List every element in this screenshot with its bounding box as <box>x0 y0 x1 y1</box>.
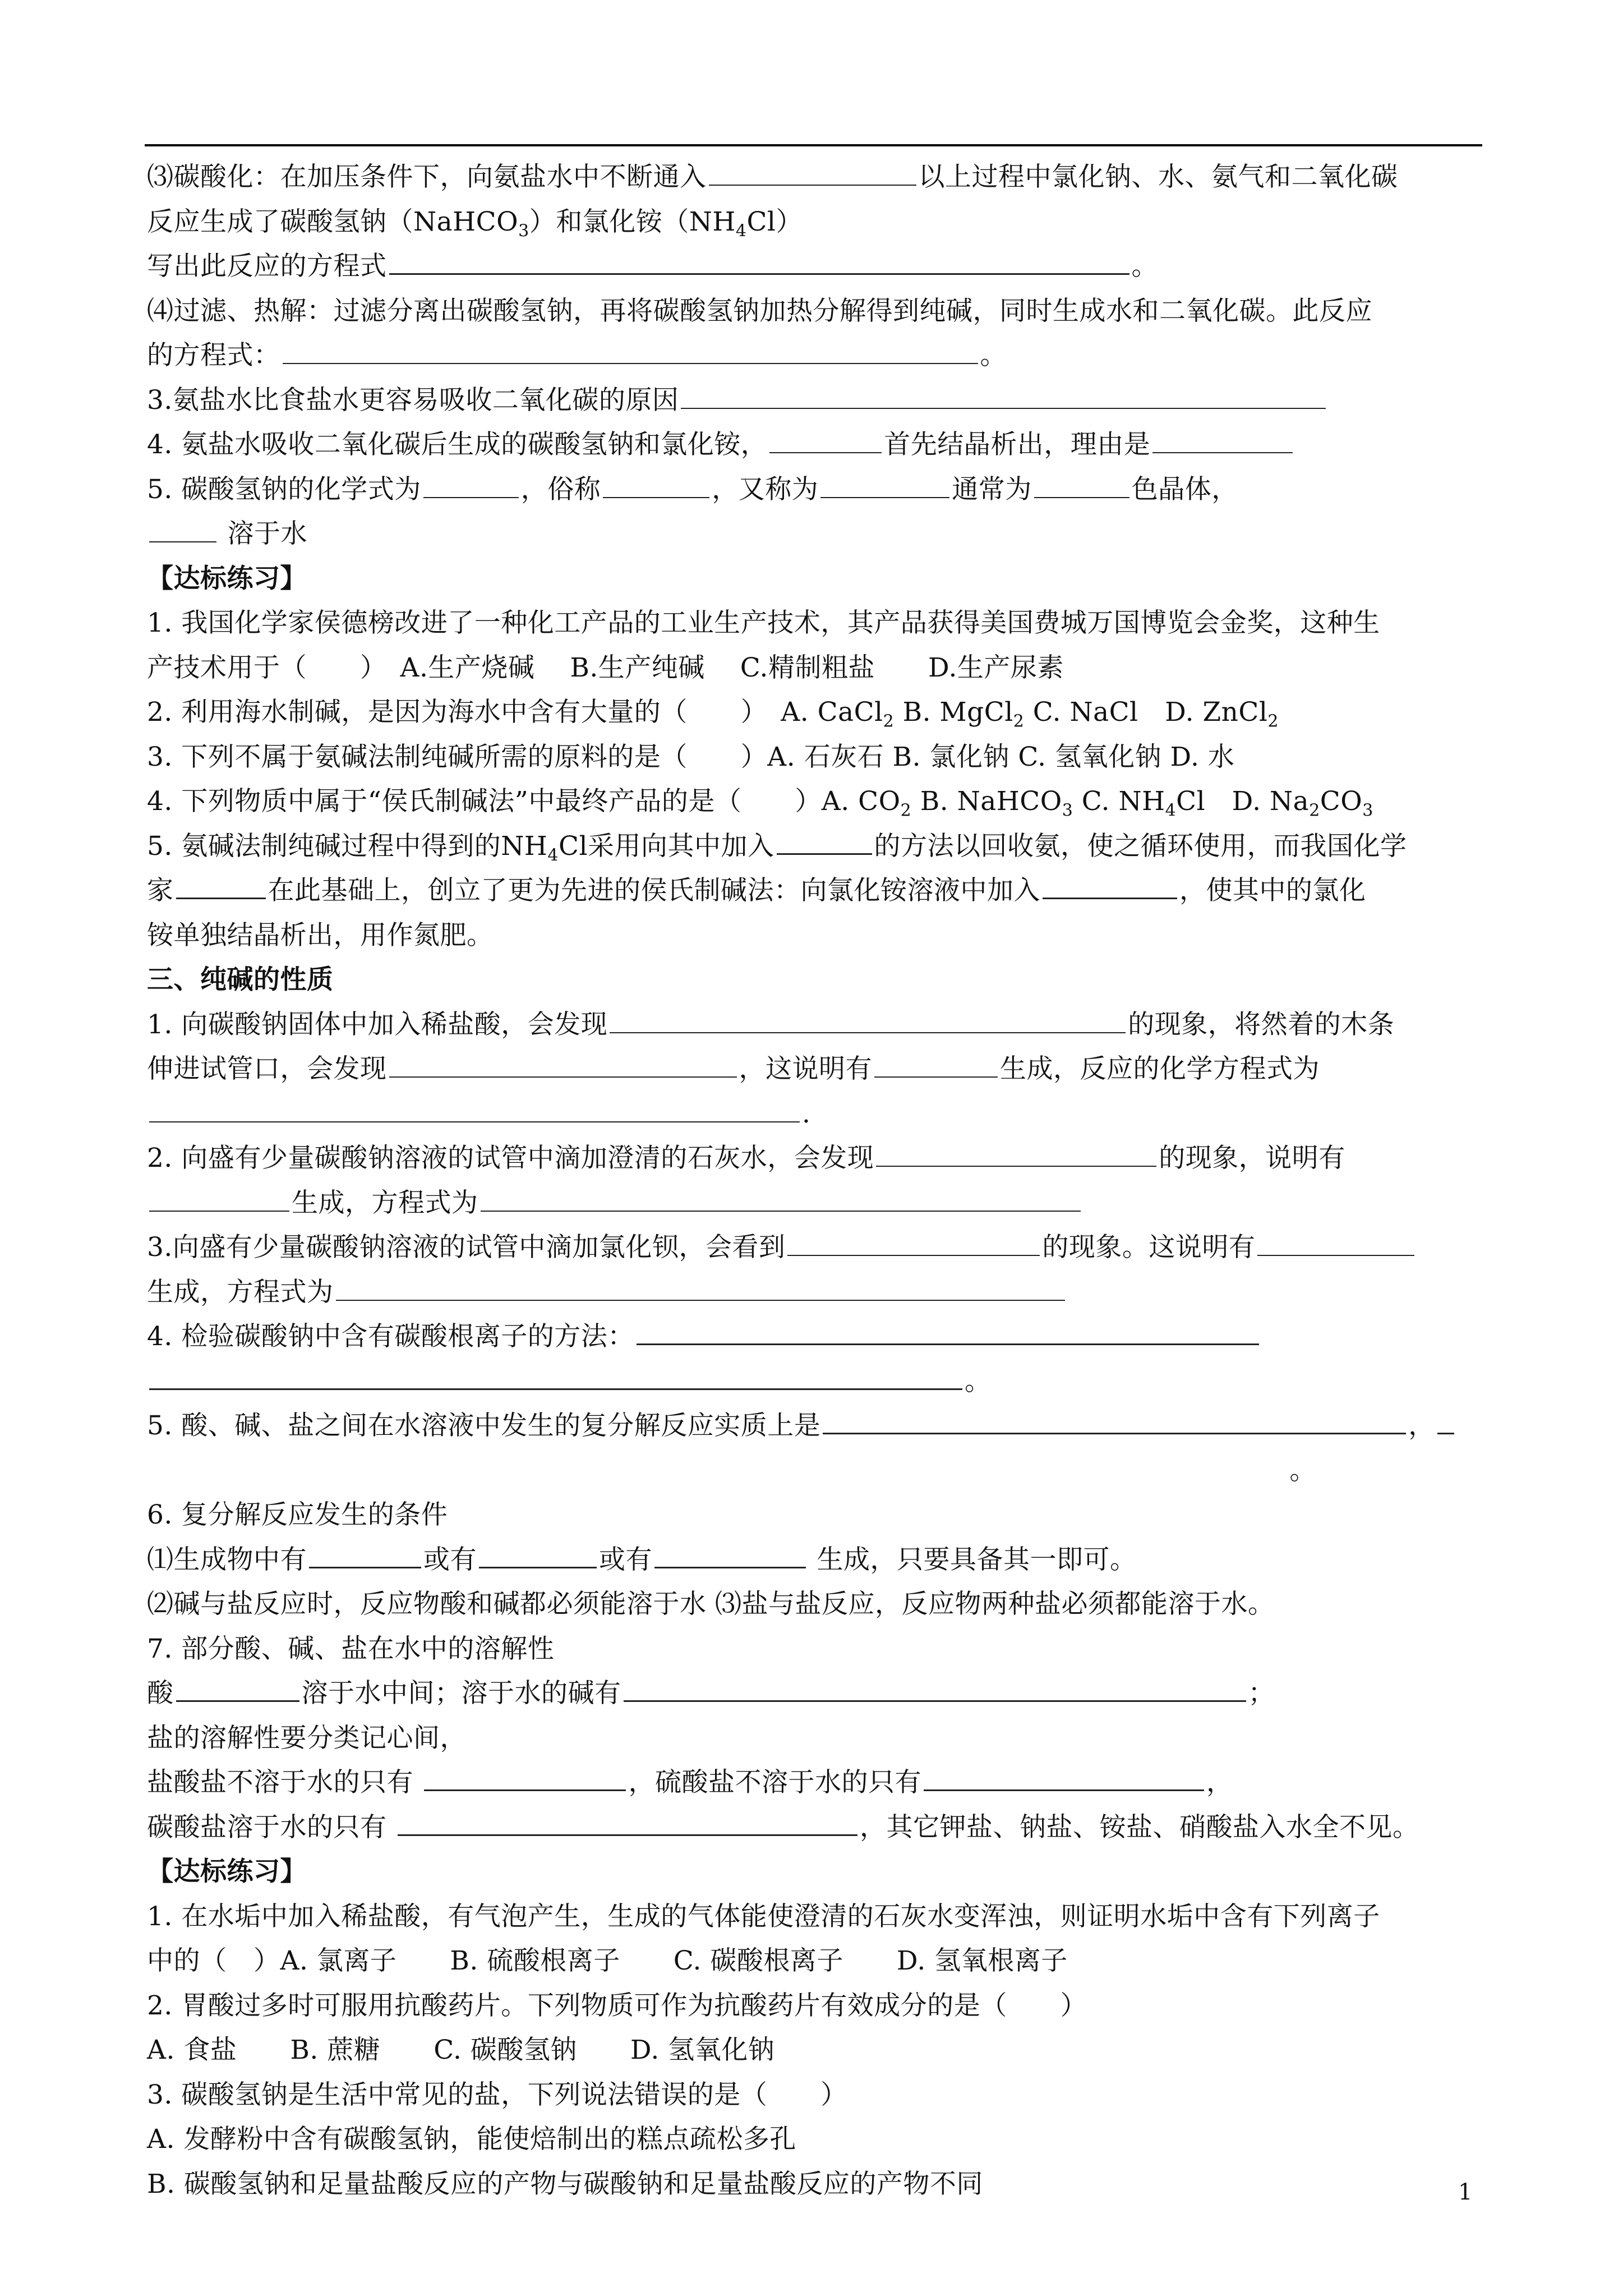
text-line: 盐的溶解性要分类记心间， <box>147 1722 467 1754</box>
text-line: 写出此反应的方程式 。 <box>147 251 1158 282</box>
text-line: 生成，方程式为 <box>147 1270 1484 1315</box>
text-line: 2. 向盛有少量碳酸钠溶液的试管中滴加澄清的石灰水，会发现 的现象，说明有 <box>147 1143 1345 1174</box>
text-line: . <box>147 1092 1484 1137</box>
answer-blank[interactable] <box>423 496 519 498</box>
text-line: 3.向盛有少量碳酸钠溶液的试管中滴加氯化钡，会看到 的现象。这说明有 <box>147 1225 1484 1270</box>
text-line: B. 碳酸氢钠和足量盐酸反应的产物与碳酸钠和足量盐酸反应的产物不同 <box>147 2168 983 2200</box>
text-line: 中的（ ）A. 氯离子 B. 硫酸根离子 C. 碳酸根离子 D. 氢氧根离子 <box>147 1945 1068 1976</box>
text-line: 1. 我国化学家侯德榜改进了一种化工产品的工业生产技术，其产品获得美国费城万国博览会金奖，这种生 <box>147 608 1380 638</box>
answer-blank[interactable] <box>777 853 872 855</box>
text-line: 盐酸盐不溶于水的只有 ，硫酸盐不溶于水的只有 ， <box>147 1767 1233 1798</box>
answer-blank[interactable] <box>149 1388 962 1390</box>
answer-blank[interactable] <box>874 1076 998 1078</box>
answer-blank[interactable] <box>603 496 709 498</box>
answer-blank[interactable] <box>479 1566 597 1568</box>
text-line: 3. 碳酸氢钠是生活中常见的盐，下列说法错误的是（ ） <box>147 2079 847 2110</box>
text-line: 伸进试管口，会发现 ，这说明有 生成，反应的化学方程式为 <box>147 1053 1320 1084</box>
answer-blank[interactable] <box>149 541 216 542</box>
answer-blank[interactable] <box>149 1121 800 1122</box>
section-heading: 【达标练习】 <box>147 563 307 594</box>
answer-blank[interactable] <box>1437 1432 1454 1434</box>
answer-blank[interactable] <box>398 1834 857 1836</box>
text-line: 4. 下列物质中属于“侯氏制碱法”中最终产品的是（ ）A. $CO_2$ B. NaHCO$_3$ C. $NH_4Cl$ D. $Na_2CO_3$ <box>147 786 1373 821</box>
text-line: 1. 在水垢中加入稀盐酸，有气泡产生，生成的气体能使澄清的石灰水变浑浊，则证明水垢中含有下列离子 <box>147 1901 1380 1932</box>
answer-blank[interactable] <box>1034 496 1129 498</box>
text-line: 5. 氨碱法制纯碱过程中得到的$NH_4Cl$采用向其中加入 的方法以回收氨，使之循环使用，而我国化学 <box>147 830 1407 865</box>
text-line: 家 在此基础上，创立了更为先进的侯氏制碱法：向氯化铵溶液中加入 ，使其中的氯化 <box>147 875 1366 906</box>
text-line: 5. 碳酸氢钠的化学式为 ，俗称 ，又称为 通常为 色晶体， <box>147 473 1238 505</box>
text-line: 生成，方程式为 <box>147 1181 1484 1226</box>
answer-blank[interactable] <box>820 496 949 498</box>
answer-blank[interactable] <box>1152 452 1293 453</box>
text-line: 3. 下列不属于氨碱法制纯碱所需的原料的是（ ）A. 石灰石 B. 氯化钠 C. 氢氧化钠 D. 水 <box>147 741 1235 772</box>
text-line: A. 食盐 B. 蔗糖 C. 碳酸氢钠 D. 氢氧化钠 <box>147 2035 775 2065</box>
text-line: 。 <box>147 1359 1484 1404</box>
text-line: ⑵碱与盐反应时，反应物酸和碱都必须能溶于水 ⑶盐与盐反应，反应物两种盐必须都能溶于水。 <box>147 1589 1275 1619</box>
answer-blank[interactable] <box>309 1566 421 1568</box>
page-number: 1 <box>1458 2179 1473 2205</box>
answer-blank[interactable] <box>610 1032 1126 1033</box>
answer-blank[interactable] <box>176 897 266 899</box>
text-line: 3.氨盐水比食盐水更容易吸收二氧化碳的原因 <box>147 378 1484 423</box>
text-line: A. 发酵粉中含有碳酸氢钠，能使焙制出的糕点疏松多孔 <box>147 2124 796 2155</box>
text-line: 铵单独结晶析出，用作氮肥。 <box>147 919 494 951</box>
answer-blank[interactable] <box>283 362 978 364</box>
text-line: 2. 胃酸过多时可服用抗酸药片。下列物质可作为抗酸药片有效成分的是（ ） <box>147 1990 1087 2021</box>
text-line: 反应生成了碳酸氢钠（NaHCO$_3$）和氯化铵$(NH_4Cl)$ <box>147 206 803 241</box>
header-rule <box>145 144 1482 146</box>
answer-blank[interactable] <box>389 273 1129 275</box>
text-line: 2. 利用海水制碱，是因为海水中含有大量的（ ） A. CaCl$_2$ B. MgCl$_2$ C. NaCl D. ZnCl$_2$ <box>147 697 1279 731</box>
text-line: 的方程式： 。 <box>147 340 1007 371</box>
text-line: 。 <box>1289 1455 1316 1486</box>
text-line: ⑶碳酸化：在加压条件下，向氨盐水中不断通入 以上过程中氯化钠、水、氨气和二氧化碳 <box>147 162 1398 192</box>
section-heading: 三、纯碱的性质 <box>147 964 334 995</box>
answer-blank[interactable] <box>1043 897 1177 899</box>
text-line: ⑷过滤、热解：过滤分离出碳酸氢钠，再将碳酸氢钠加热分解得到纯碱，同时生成水和二氧化碳。此反应 <box>147 295 1372 326</box>
answer-blank[interactable] <box>624 1700 1246 1702</box>
text-line: ⑴生成物中有 或有 或有 生成，只要具备其一即可。 <box>147 1544 1137 1575</box>
answer-blank[interactable] <box>769 452 882 453</box>
answer-blank[interactable] <box>336 1299 1065 1301</box>
worksheet-body <box>147 155 1484 2206</box>
answer-blank[interactable] <box>876 1165 1156 1167</box>
text-line: 溶于水 <box>147 512 1484 556</box>
answer-blank[interactable] <box>823 1432 1406 1434</box>
text-line: 产技术用于（ ） A.生产烧碱 B.生产纯碱 C.精制粗盐 D.生产尿素 <box>147 652 1064 683</box>
text-line: 1. 向碳酸钠固体中加入稀盐酸，会发现 的现象，将然着的木条 <box>147 1009 1395 1040</box>
text-line: 酸 溶于水中间；溶于水的碱有 ； <box>147 1678 1275 1709</box>
answer-blank[interactable] <box>424 1789 626 1791</box>
text-line: 碳酸盐溶于水的只有 ，其它钾盐、钠盐、铵盐、硝酸盐入水全不见。 <box>147 1811 1419 1843</box>
text-line: 5. 酸、碱、盐之间在水溶液中发生的复分解反应实质上是 ， <box>147 1404 1484 1448</box>
text-line: 7. 部分酸、碱、盐在水中的溶解性 <box>147 1633 555 1664</box>
answer-blank[interactable] <box>149 1210 289 1212</box>
answer-blank[interactable] <box>709 184 916 186</box>
answer-blank[interactable] <box>389 1076 737 1078</box>
section-heading: 【达标练习】 <box>147 1856 307 1887</box>
text-line: 4. 氨盐水吸收二氧化碳后生成的碳酸氢钠和氯化铵， 首先结晶析出，理由是 <box>147 422 1484 467</box>
answer-blank[interactable] <box>654 1566 806 1568</box>
answer-blank[interactable] <box>637 1343 1259 1345</box>
answer-blank[interactable] <box>681 407 1326 409</box>
answer-blank[interactable] <box>924 1789 1204 1791</box>
answer-blank[interactable] <box>787 1254 1040 1256</box>
text-line: 4. 检验碳酸钠中含有碳酸根离子的方法： <box>147 1314 1484 1359</box>
answer-blank[interactable] <box>176 1700 299 1702</box>
answer-blank[interactable] <box>1257 1254 1414 1256</box>
answer-blank[interactable] <box>481 1210 1081 1212</box>
text-line: 6. 复分解反应发生的条件 <box>147 1499 448 1530</box>
